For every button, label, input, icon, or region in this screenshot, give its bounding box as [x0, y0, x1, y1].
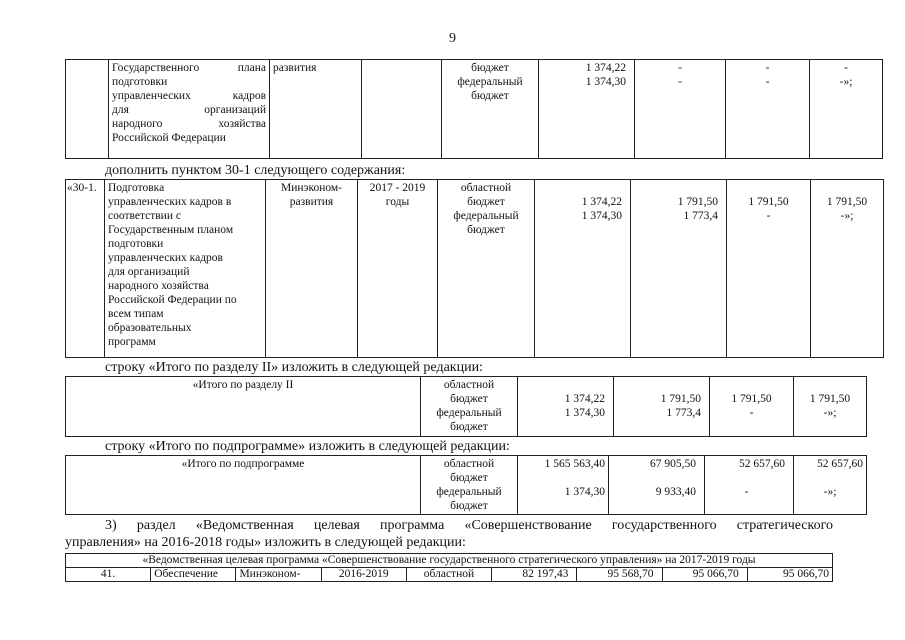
cell-period: 2016-2019 [321, 568, 406, 582]
cell-v2: 1 791,50 1 773,4 [614, 377, 710, 437]
cell-source: областной бюджет федеральный бюджет [421, 456, 518, 515]
table-itogo-razdel [65, 376, 867, 437]
table-itogo-podprogr [65, 455, 867, 515]
cell-v4: 95 066,70 [747, 568, 832, 582]
cell-num: «30-1. [66, 180, 105, 358]
cell-source: областной бюджет федеральный бюджет [421, 377, 518, 437]
cell-vcp-header: «Ведомственная целевая программа «Совершенствование государственного стратегического управления» на 2017-2019 годы [66, 554, 833, 568]
cell-v1: 82 197,43 [492, 568, 577, 582]
instruction-add-30-1: дополнить пунктом 30-1 следующего содержания: [105, 163, 406, 178]
cell-v3: 52 657,60 - [705, 456, 794, 515]
cell-executor: Минэконом- [236, 568, 321, 582]
cell-v4: - -»; [810, 60, 883, 159]
cell-v1: 1 374,22 1 374,30 [535, 180, 631, 358]
cell-v1: 1 374,22 1 374,30 [539, 60, 635, 159]
cell-v2: - - [635, 60, 726, 159]
instruction-itogo-razdel: строку «Итого по разделу II» изложить в следующей редакции: [105, 360, 483, 375]
cell-v2: 1 791,50 1 773,4 [631, 180, 727, 358]
cell-name: Государственного плана подготовки управленческих кадров для организаций народного хозяйства Российской Федерации [109, 60, 270, 159]
cell-v1: 1 565 563,40 1 374,30 [518, 456, 609, 515]
page-number: 9 [449, 31, 456, 46]
cell-name: Подготовка управленческих кадров в соответствии с Государственным планом подготовки управленческих кадров для организаций народного хозяйства Российской Федерации по всем типам образовательных программ [105, 180, 266, 358]
cell-period [362, 60, 442, 159]
cell-period: 2017 - 2019 годы [358, 180, 438, 358]
cell-v4: 1 791,50 -»; [794, 377, 867, 437]
cell-v2: 67 905,50 9 933,40 [609, 456, 705, 515]
cell-v4: 1 791,50 -»; [811, 180, 884, 358]
cell-source: областной бюджет федеральный бюджет [438, 180, 535, 358]
cell-source: областной [406, 568, 491, 582]
table-vcp [65, 553, 833, 582]
cell-v1: 1 374,22 1 374,30 [518, 377, 614, 437]
cell-label: «Итого по разделу II [66, 377, 421, 437]
cell-v3: - - [726, 60, 810, 159]
cell-executor: развития [270, 60, 362, 159]
cell-v3: 1 791,50 - [727, 180, 811, 358]
cell-num: 41. [66, 568, 151, 582]
cell-v3: 95 066,70 [662, 568, 747, 582]
table-continuation [65, 59, 883, 159]
cell-executor: Минэконом- развития [266, 180, 358, 358]
cell-source: бюджет федеральный бюджет [442, 60, 539, 159]
cell-num [66, 60, 109, 159]
paragraph-3: 3) раздел «Ведомственная целевая программа «Совершенствование государственного стратегического управления» на 2016-2018 годы» изложить в следующей редакции: [65, 518, 833, 550]
table-item-30-1 [65, 179, 884, 358]
cell-v4: 52 657,60 -»; [794, 456, 867, 515]
instruction-itogo-podprogr: строку «Итого по подпрограмме» изложить в следующей редакции: [105, 439, 510, 454]
cell-v3: 1 791,50 - [710, 377, 794, 437]
cell-v2: 95 568,70 [577, 568, 662, 582]
cell-name: Обеспечение [151, 568, 236, 582]
cell-label: «Итого по подпрограмме [66, 456, 421, 515]
